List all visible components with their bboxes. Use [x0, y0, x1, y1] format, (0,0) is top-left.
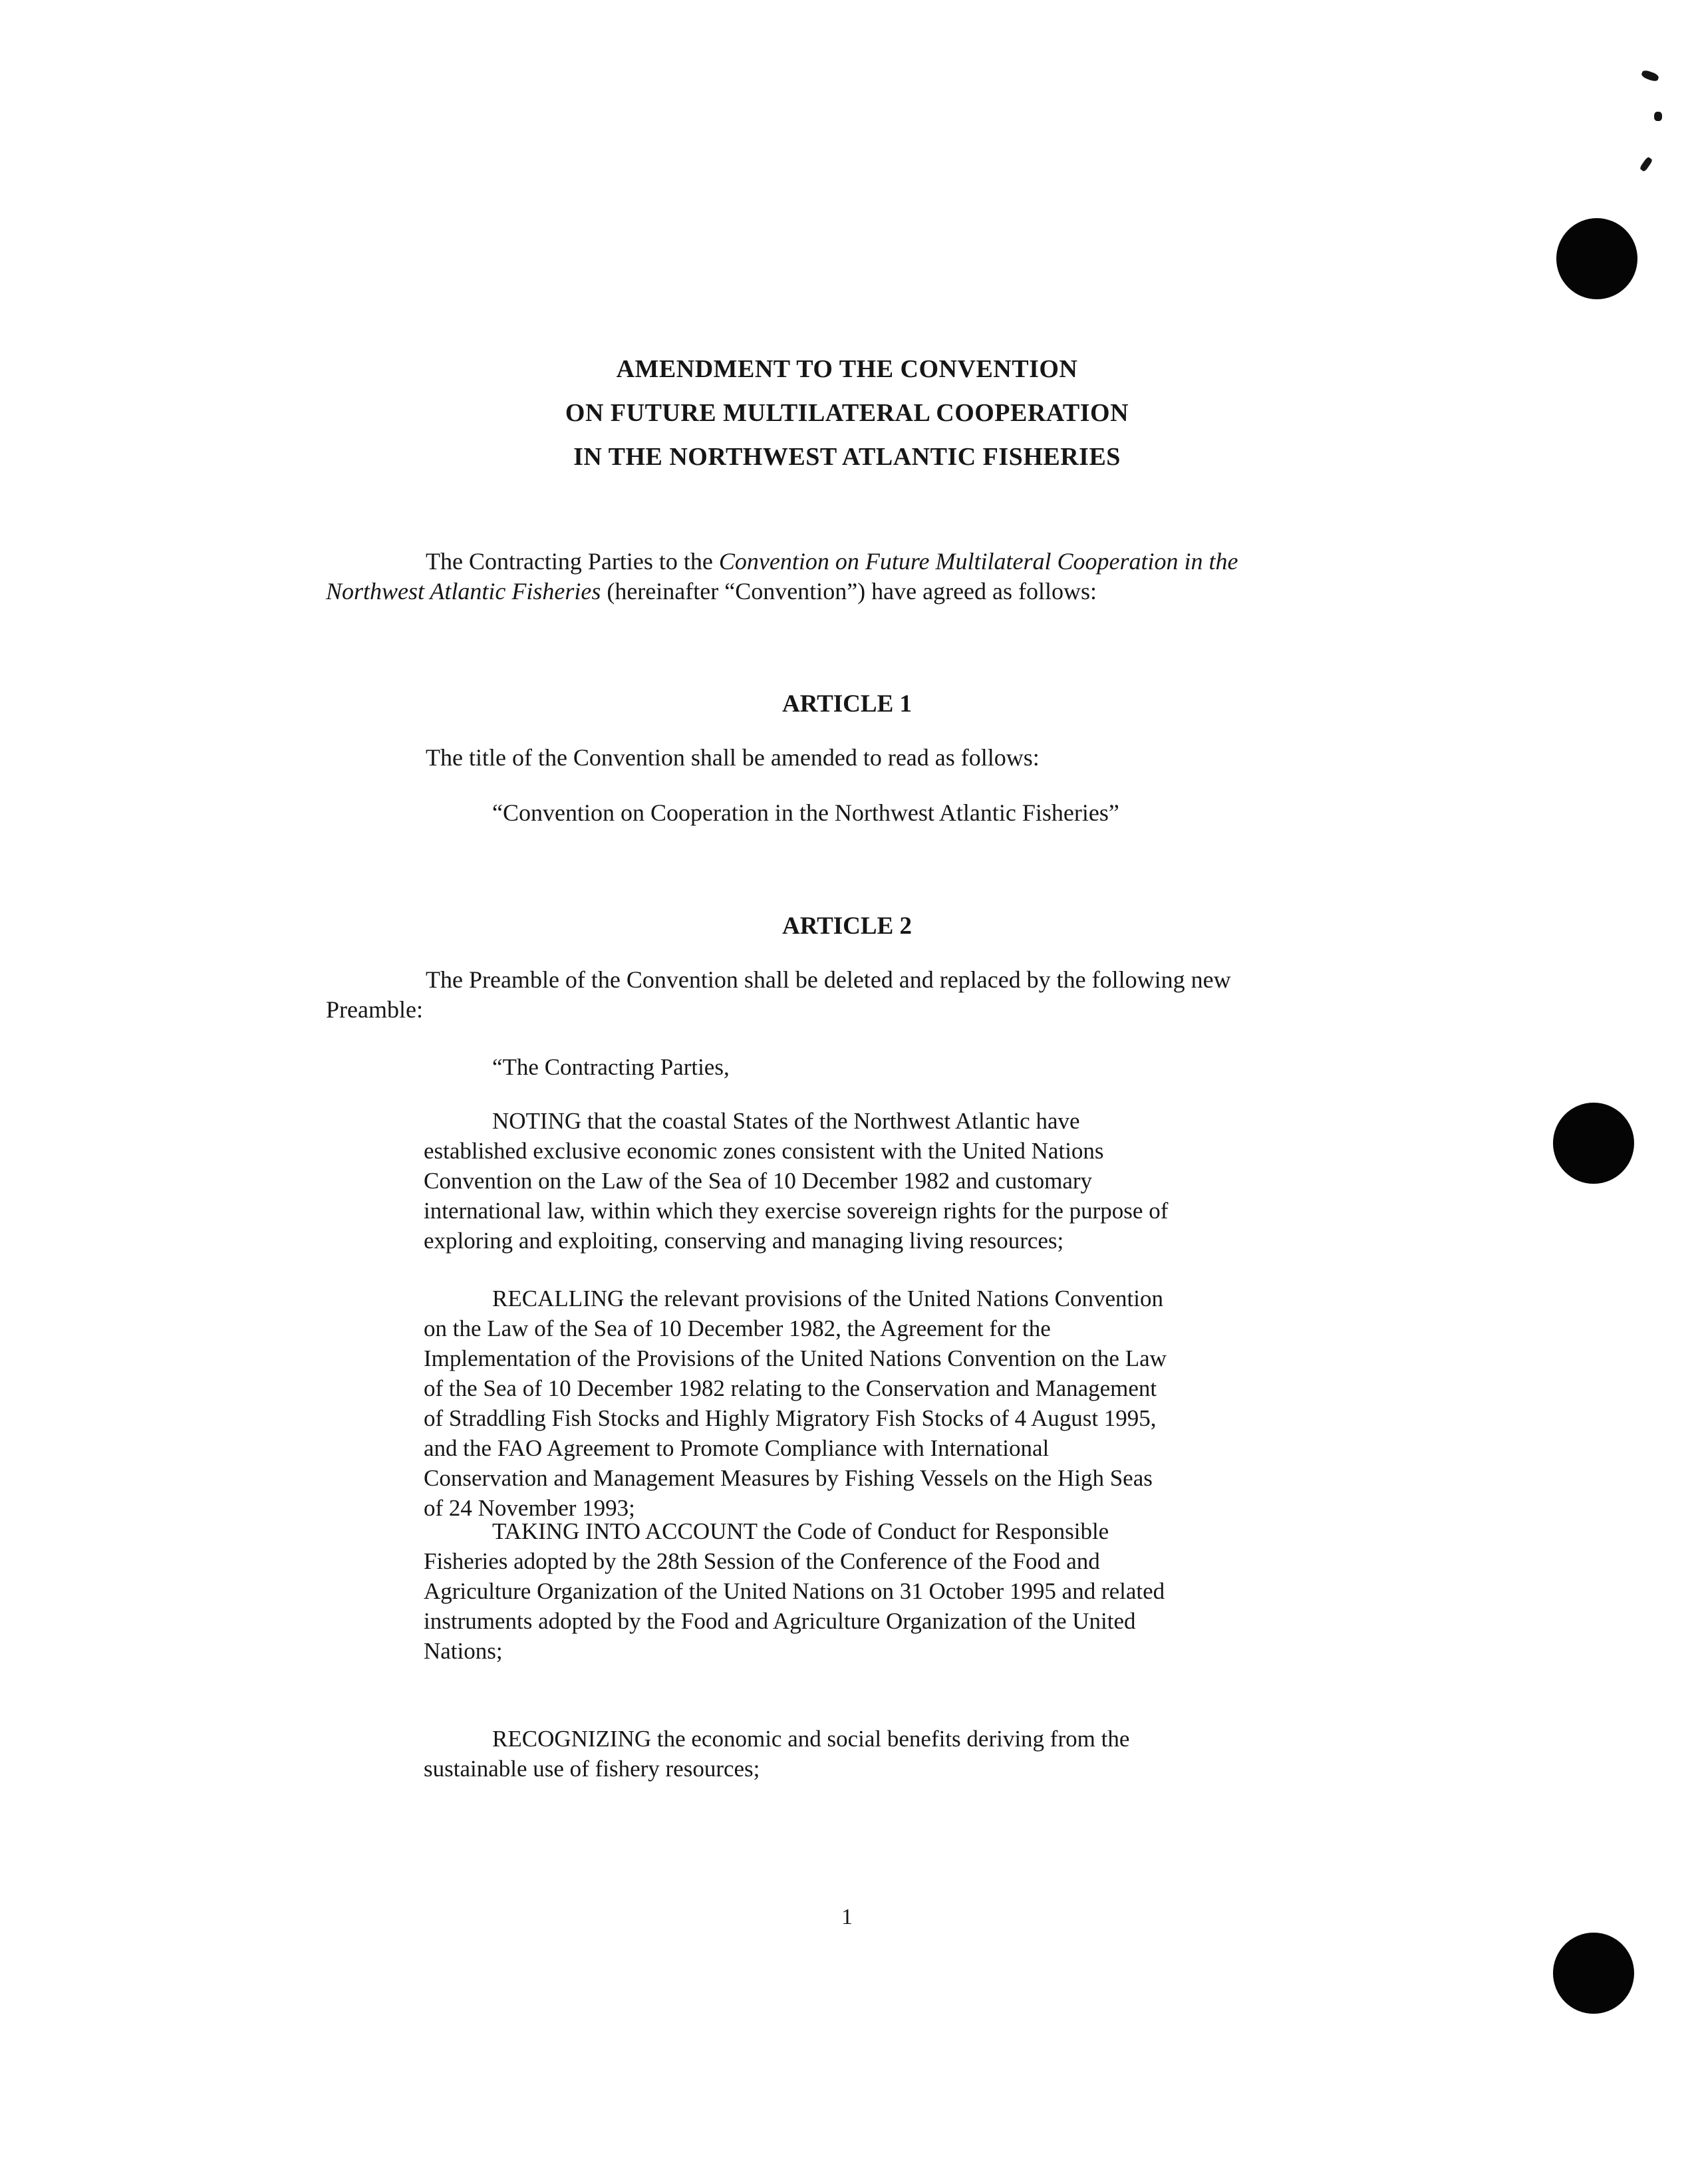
- recalling-line: on the Law of the Sea of 10 December 1982, the Agreement for the: [424, 1315, 1051, 1341]
- article-1-heading: ARTICLE 1: [781, 690, 913, 718]
- scan-speck: [1641, 69, 1660, 82]
- article-2-text-line: The Preamble of the Convention shall be deleted and replaced by the following new: [426, 966, 1231, 993]
- preamble-taking-into-account: [424, 1516, 1262, 1666]
- punch-hole-bottom: [1553, 1933, 1634, 2014]
- taking-line: Fisheries adopted by the 28th Session of the Conference of the Food and: [424, 1548, 1100, 1574]
- scan-speck: [1654, 112, 1662, 121]
- intro-lead: The Contracting Parties to the: [426, 548, 719, 575]
- punch-hole-middle: [1553, 1103, 1634, 1184]
- noting-line: exploring and exploiting, conserving and managing living resources;: [424, 1228, 1064, 1254]
- preamble-recognizing: [424, 1724, 1262, 1784]
- article-2-heading: ARTICLE 2: [781, 912, 913, 940]
- article-1-quote: “Convention on Cooperation in the Northwest Atlantic Fisheries”: [492, 799, 1119, 826]
- recognizing-line: RECOGNIZING the economic and social benefits deriving from the: [492, 1726, 1130, 1752]
- taking-line: instruments adopted by the Food and Agriculture Organization of the United: [424, 1608, 1136, 1634]
- page-number: 1: [841, 1905, 853, 1929]
- recalling-line: RECALLING the relevant provisions of the United Nations Convention: [492, 1286, 1164, 1311]
- intro-line-1: [326, 547, 1310, 577]
- preamble-noting: [424, 1106, 1262, 1256]
- noting-line: international law, within which they exercise sovereign rights for the purpose of: [424, 1198, 1169, 1224]
- taking-line: Nations;: [424, 1638, 503, 1664]
- intro-line-2: [326, 577, 1310, 607]
- title-line: ON FUTURE MULTILATERAL COOPERATION: [565, 399, 1129, 427]
- preamble-recalling: [424, 1284, 1262, 1523]
- convention-title-part-a: Convention on Future Multilateral Cooperation in the: [718, 548, 1238, 575]
- scan-speck: [1639, 156, 1653, 172]
- recalling-line: and the FAO Agreement to Promote Compliance with International: [424, 1435, 1050, 1461]
- recognizing-line: sustainable use of fishery resources;: [424, 1756, 760, 1782]
- noting-line: NOTING that the coastal States of the Northwest Atlantic have: [492, 1108, 1080, 1134]
- recalling-line: Conservation and Management Measures by Fishing Vessels on the High Seas: [424, 1465, 1153, 1491]
- preamble-opening: “The Contracting Parties,: [492, 1054, 730, 1080]
- article-2-text-line: Preamble:: [326, 996, 423, 1023]
- convention-title-part-b: Northwest Atlantic Fisheries: [326, 578, 601, 605]
- taking-line: TAKING INTO ACCOUNT the Code of Conduct for Responsible: [492, 1518, 1109, 1544]
- noting-line: Convention on the Law of the Sea of 10 December 1982 and customary: [424, 1168, 1093, 1194]
- punch-hole-top: [1556, 218, 1637, 299]
- recalling-line: of the Sea of 10 December 1982 relating to the Conservation and Management: [424, 1375, 1157, 1401]
- taking-line: Agriculture Organization of the United Nations on 31 October 1995 and related: [424, 1578, 1165, 1604]
- intro-tail: (hereinafter “Convention”) have agreed as follows:: [601, 578, 1097, 605]
- recalling-line: of 24 November 1993;: [424, 1495, 635, 1521]
- title-line: AMENDMENT TO THE CONVENTION: [616, 355, 1078, 383]
- document-title: [0, 347, 1694, 479]
- recalling-line: Implementation of the Provisions of the United Nations Convention on the Law: [424, 1345, 1167, 1371]
- noting-line: established exclusive economic zones consistent with the United Nations: [424, 1138, 1104, 1164]
- article-2-text: [326, 965, 1310, 1025]
- article-1-text: The title of the Convention shall be amended to read as follows:: [426, 744, 1040, 771]
- title-line: IN THE NORTHWEST ATLANTIC FISHERIES: [573, 443, 1121, 471]
- intro-paragraph: [326, 547, 1310, 607]
- recalling-line: of Straddling Fish Stocks and Highly Migratory Fish Stocks of 4 August 1995,: [424, 1405, 1157, 1431]
